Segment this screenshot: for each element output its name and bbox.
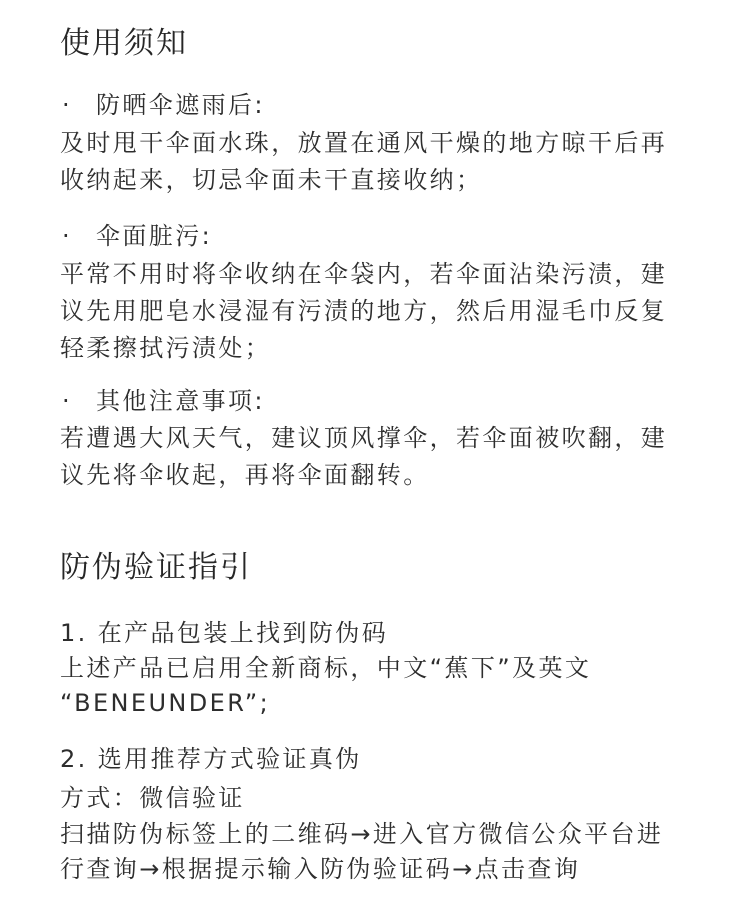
verify-step-2-line-3: 行查询→根据提示输入防伪验证码→点击查询 (60, 855, 581, 883)
verify-step-2-heading: 2. 选用推荐方式验证真伪 (60, 745, 362, 773)
bullet-dot: · (62, 91, 73, 119)
usage-item-2-line-3: 轻柔擦拭污渍处； (60, 334, 272, 362)
verify-step-2-line-2: 扫描防伪标签上的二维码→进入官方微信公众平台进 (60, 820, 664, 848)
usage-item-2-heading (60, 219, 212, 253)
verify-step-2-line-1: 方式：微信验证 (60, 784, 245, 812)
usage-item-1-line-2: 收纳起来，切忌伞面未干直接收纳； (60, 166, 483, 194)
bullet-dot: · (62, 222, 73, 250)
usage-item-3-line-2: 议先将伞收起，再将伞面翻转。 (60, 461, 430, 489)
usage-item-3-heading (60, 384, 265, 418)
verify-step-1-line-1: 上述产品已启用全新商标，中文“蕉下”及英文 (60, 654, 592, 682)
verify-step-1-line-2: “BENEUNDER”; (60, 689, 271, 717)
usage-item-heading-text: 其他注意事项: (96, 387, 265, 415)
verify-step-1-heading: 1. 在产品包装上找到防伪码 (60, 619, 389, 647)
bullet-dot: · (62, 387, 73, 415)
usage-item-2-line-2: 议先用肥皂水浸湿有污渍的地方，然后用湿毛巾反复 (60, 297, 668, 325)
usage-item-heading-text: 伞面脏污: (96, 222, 213, 250)
verify-section-title: 防伪验证指引 (60, 550, 252, 585)
usage-item-heading-text: 防晒伞遮雨后: (96, 91, 265, 119)
usage-item-2-line-1: 平常不用时将伞收纳在伞袋内，若伞面沾染污渍，建 (60, 260, 668, 288)
usage-item-1-heading (60, 88, 265, 122)
usage-item-1-line-1: 及时甩干伞面水珠，放置在通风干燥的地方晾干后再 (60, 129, 668, 157)
usage-section-title: 使用须知 (60, 26, 188, 61)
usage-item-3-line-1: 若遭遇大风天气，建议顶风撑伞，若伞面被吹翻，建 (60, 424, 668, 452)
